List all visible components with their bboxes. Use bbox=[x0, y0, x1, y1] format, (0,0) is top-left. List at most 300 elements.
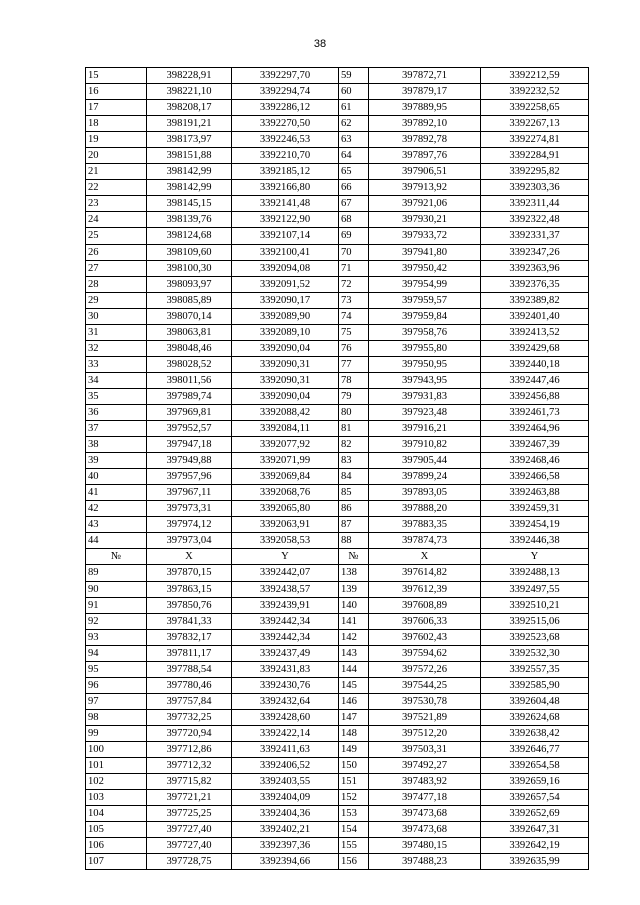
y-coordinate-cell: 3392286,12 bbox=[232, 100, 339, 116]
x-coordinate-cell: 397788,54 bbox=[147, 661, 232, 677]
point-number-cell: 92 bbox=[86, 613, 147, 629]
y-coordinate-cell: 3392466,58 bbox=[481, 469, 589, 485]
point-number-cell: 101 bbox=[86, 758, 147, 774]
point-number-cell: 147 bbox=[339, 709, 369, 725]
x-coordinate-cell: 398048,46 bbox=[147, 340, 232, 356]
y-coordinate-cell: 3392089,10 bbox=[232, 324, 339, 340]
x-coordinate-cell: 397811,17 bbox=[147, 645, 232, 661]
point-number-cell: 18 bbox=[86, 116, 147, 132]
point-number-cell: 82 bbox=[339, 437, 369, 453]
point-number-cell: 97 bbox=[86, 693, 147, 709]
y-coordinate-cell: 3392166,80 bbox=[232, 180, 339, 196]
point-number-cell: 152 bbox=[339, 790, 369, 806]
point-number-cell: 100 bbox=[86, 741, 147, 757]
point-number-cell: 22 bbox=[86, 180, 147, 196]
x-coordinate-cell: 397967,11 bbox=[147, 485, 232, 501]
table-row bbox=[86, 84, 589, 100]
table-row bbox=[86, 356, 589, 372]
x-coordinate-cell: 397594,62 bbox=[369, 645, 481, 661]
point-number-cell: 19 bbox=[86, 132, 147, 148]
point-number-cell: 60 bbox=[339, 84, 369, 100]
column-header: № bbox=[86, 549, 147, 565]
y-coordinate-cell: 3392438,57 bbox=[232, 581, 339, 597]
table-row bbox=[86, 838, 589, 854]
y-coordinate-cell: 3392210,70 bbox=[232, 148, 339, 164]
y-coordinate-cell: 3392523,68 bbox=[481, 629, 589, 645]
x-coordinate-cell: 397503,31 bbox=[369, 741, 481, 757]
point-number-cell: 155 bbox=[339, 838, 369, 854]
x-coordinate-cell: 397850,76 bbox=[147, 597, 232, 613]
x-coordinate-cell: 397950,95 bbox=[369, 356, 481, 372]
y-coordinate-cell: 3392446,38 bbox=[481, 533, 589, 549]
y-coordinate-cell: 3392437,49 bbox=[232, 645, 339, 661]
y-coordinate-cell: 3392397,36 bbox=[232, 838, 339, 854]
point-number-cell: 64 bbox=[339, 148, 369, 164]
point-number-cell: 98 bbox=[86, 709, 147, 725]
x-coordinate-cell: 397602,43 bbox=[369, 629, 481, 645]
column-header: № bbox=[339, 549, 369, 565]
y-coordinate-cell: 3392404,36 bbox=[232, 806, 339, 822]
page-number: 38 bbox=[313, 38, 327, 50]
y-coordinate-cell: 3392088,42 bbox=[232, 404, 339, 420]
point-number-cell: 30 bbox=[86, 308, 147, 324]
x-coordinate-cell: 397488,23 bbox=[369, 854, 481, 870]
point-number-cell: 31 bbox=[86, 324, 147, 340]
x-coordinate-cell: 397712,86 bbox=[147, 741, 232, 757]
point-number-cell: 41 bbox=[86, 485, 147, 501]
point-number-cell: 43 bbox=[86, 517, 147, 533]
x-coordinate-cell: 397950,42 bbox=[369, 260, 481, 276]
point-number-cell: 73 bbox=[339, 292, 369, 308]
table-row bbox=[86, 693, 589, 709]
x-coordinate-cell: 397952,57 bbox=[147, 421, 232, 437]
point-number-cell: 84 bbox=[339, 469, 369, 485]
y-coordinate-cell: 3392557,35 bbox=[481, 661, 589, 677]
table-row bbox=[86, 212, 589, 228]
table-row bbox=[86, 581, 589, 597]
x-coordinate-cell: 398139,76 bbox=[147, 212, 232, 228]
point-number-cell: 29 bbox=[86, 292, 147, 308]
x-coordinate-cell: 397614,82 bbox=[369, 565, 481, 581]
y-coordinate-cell: 3392141,48 bbox=[232, 196, 339, 212]
x-coordinate-cell: 397473,68 bbox=[369, 822, 481, 838]
y-coordinate-cell: 3392404,09 bbox=[232, 790, 339, 806]
y-coordinate-cell: 3392303,36 bbox=[481, 180, 589, 196]
coordinates-table bbox=[85, 67, 589, 870]
point-number-cell: 59 bbox=[339, 68, 369, 84]
table-row bbox=[86, 228, 589, 244]
table-row bbox=[86, 372, 589, 388]
y-coordinate-cell: 3392394,66 bbox=[232, 854, 339, 870]
table-row bbox=[86, 260, 589, 276]
point-number-cell: 79 bbox=[339, 388, 369, 404]
x-coordinate-cell: 397892,10 bbox=[369, 116, 481, 132]
y-coordinate-cell: 3392463,88 bbox=[481, 485, 589, 501]
x-coordinate-cell: 397957,96 bbox=[147, 469, 232, 485]
point-number-cell: 141 bbox=[339, 613, 369, 629]
point-number-cell: 150 bbox=[339, 758, 369, 774]
y-coordinate-cell: 3392454,19 bbox=[481, 517, 589, 533]
x-coordinate-cell: 397930,21 bbox=[369, 212, 481, 228]
y-coordinate-cell: 3392090,31 bbox=[232, 356, 339, 372]
point-number-cell: 106 bbox=[86, 838, 147, 854]
point-number-cell: 27 bbox=[86, 260, 147, 276]
x-coordinate-cell: 397483,92 bbox=[369, 774, 481, 790]
table-row bbox=[86, 453, 589, 469]
point-number-cell: 93 bbox=[86, 629, 147, 645]
point-number-cell: 90 bbox=[86, 581, 147, 597]
x-coordinate-cell: 397863,15 bbox=[147, 581, 232, 597]
y-coordinate-cell: 3392447,46 bbox=[481, 372, 589, 388]
column-header: X bbox=[147, 549, 232, 565]
y-coordinate-cell: 3392456,88 bbox=[481, 388, 589, 404]
point-number-cell: 103 bbox=[86, 790, 147, 806]
x-coordinate-cell: 397921,06 bbox=[369, 196, 481, 212]
y-coordinate-cell: 3392090,17 bbox=[232, 292, 339, 308]
y-coordinate-cell: 3392638,42 bbox=[481, 725, 589, 741]
x-coordinate-cell: 398151,88 bbox=[147, 148, 232, 164]
x-coordinate-cell: 397883,35 bbox=[369, 517, 481, 533]
x-coordinate-cell: 397725,25 bbox=[147, 806, 232, 822]
table-row bbox=[86, 308, 589, 324]
point-number-cell: 20 bbox=[86, 148, 147, 164]
y-coordinate-cell: 3392185,12 bbox=[232, 164, 339, 180]
point-number-cell: 33 bbox=[86, 356, 147, 372]
point-number-cell: 71 bbox=[339, 260, 369, 276]
x-coordinate-cell: 397941,80 bbox=[369, 244, 481, 260]
y-coordinate-cell: 3392442,07 bbox=[232, 565, 339, 581]
point-number-cell: 89 bbox=[86, 565, 147, 581]
x-coordinate-cell: 397943,95 bbox=[369, 372, 481, 388]
y-coordinate-cell: 3392497,55 bbox=[481, 581, 589, 597]
y-coordinate-cell: 3392429,68 bbox=[481, 340, 589, 356]
y-coordinate-cell: 3392212,59 bbox=[481, 68, 589, 84]
point-number-cell: 68 bbox=[339, 212, 369, 228]
table-row bbox=[86, 661, 589, 677]
point-number-cell: 75 bbox=[339, 324, 369, 340]
x-coordinate-cell: 397832,17 bbox=[147, 629, 232, 645]
table-row bbox=[86, 469, 589, 485]
x-coordinate-cell: 397874,73 bbox=[369, 533, 481, 549]
x-coordinate-cell: 397727,40 bbox=[147, 822, 232, 838]
x-coordinate-cell: 397879,17 bbox=[369, 84, 481, 100]
point-number-cell: 80 bbox=[339, 404, 369, 420]
y-coordinate-cell: 3392284,91 bbox=[481, 148, 589, 164]
y-coordinate-cell: 3392094,08 bbox=[232, 260, 339, 276]
y-coordinate-cell: 3392294,74 bbox=[232, 84, 339, 100]
y-coordinate-cell: 3392467,39 bbox=[481, 437, 589, 453]
x-coordinate-cell: 397606,33 bbox=[369, 613, 481, 629]
table-row bbox=[86, 677, 589, 693]
x-coordinate-cell: 397728,75 bbox=[147, 854, 232, 870]
header-row bbox=[86, 549, 589, 565]
table-row bbox=[86, 533, 589, 549]
x-coordinate-cell: 397530,78 bbox=[369, 693, 481, 709]
x-coordinate-cell: 397544,25 bbox=[369, 677, 481, 693]
x-coordinate-cell: 397905,44 bbox=[369, 453, 481, 469]
x-coordinate-cell: 398145,15 bbox=[147, 196, 232, 212]
point-number-cell: 146 bbox=[339, 693, 369, 709]
x-coordinate-cell: 397841,33 bbox=[147, 613, 232, 629]
x-coordinate-cell: 397899,24 bbox=[369, 469, 481, 485]
table-row bbox=[86, 404, 589, 420]
point-number-cell: 74 bbox=[339, 308, 369, 324]
x-coordinate-cell: 398011,56 bbox=[147, 372, 232, 388]
y-coordinate-cell: 3392657,54 bbox=[481, 790, 589, 806]
y-coordinate-cell: 3392461,73 bbox=[481, 404, 589, 420]
x-coordinate-cell: 398221,10 bbox=[147, 84, 232, 100]
y-coordinate-cell: 3392107,14 bbox=[232, 228, 339, 244]
x-coordinate-cell: 397889,95 bbox=[369, 100, 481, 116]
x-coordinate-cell: 397916,21 bbox=[369, 421, 481, 437]
y-coordinate-cell: 3392439,91 bbox=[232, 597, 339, 613]
y-coordinate-cell: 3392406,52 bbox=[232, 758, 339, 774]
table-row bbox=[86, 501, 589, 517]
table-row bbox=[86, 340, 589, 356]
y-coordinate-cell: 3392459,31 bbox=[481, 501, 589, 517]
x-coordinate-cell: 398028,52 bbox=[147, 356, 232, 372]
y-coordinate-cell: 3392401,40 bbox=[481, 308, 589, 324]
y-coordinate-cell: 3392652,69 bbox=[481, 806, 589, 822]
table-row bbox=[86, 324, 589, 340]
y-coordinate-cell: 3392642,19 bbox=[481, 838, 589, 854]
y-coordinate-cell: 3392063,91 bbox=[232, 517, 339, 533]
x-coordinate-cell: 397572,26 bbox=[369, 661, 481, 677]
point-number-cell: 66 bbox=[339, 180, 369, 196]
table-row bbox=[86, 709, 589, 725]
y-coordinate-cell: 3392100,41 bbox=[232, 244, 339, 260]
point-number-cell: 145 bbox=[339, 677, 369, 693]
point-number-cell: 67 bbox=[339, 196, 369, 212]
table-row bbox=[86, 116, 589, 132]
point-number-cell: 83 bbox=[339, 453, 369, 469]
point-number-cell: 105 bbox=[86, 822, 147, 838]
table-row bbox=[86, 485, 589, 501]
y-coordinate-cell: 3392091,52 bbox=[232, 276, 339, 292]
table-row bbox=[86, 790, 589, 806]
x-coordinate-cell: 397492,27 bbox=[369, 758, 481, 774]
y-coordinate-cell: 3392515,06 bbox=[481, 613, 589, 629]
x-coordinate-cell: 397612,39 bbox=[369, 581, 481, 597]
point-number-cell: 76 bbox=[339, 340, 369, 356]
x-coordinate-cell: 398063,81 bbox=[147, 324, 232, 340]
y-coordinate-cell: 3392654,58 bbox=[481, 758, 589, 774]
table-row bbox=[86, 132, 589, 148]
y-coordinate-cell: 3392464,96 bbox=[481, 421, 589, 437]
y-coordinate-cell: 3392311,44 bbox=[481, 196, 589, 212]
y-coordinate-cell: 3392347,26 bbox=[481, 244, 589, 260]
point-number-cell: 140 bbox=[339, 597, 369, 613]
y-coordinate-cell: 3392363,96 bbox=[481, 260, 589, 276]
x-coordinate-cell: 398191,21 bbox=[147, 116, 232, 132]
x-coordinate-cell: 397906,51 bbox=[369, 164, 481, 180]
point-number-cell: 102 bbox=[86, 774, 147, 790]
table-row bbox=[86, 565, 589, 581]
table-row bbox=[86, 822, 589, 838]
x-coordinate-cell: 397931,83 bbox=[369, 388, 481, 404]
point-number-cell: 85 bbox=[339, 485, 369, 501]
point-number-cell: 88 bbox=[339, 533, 369, 549]
table-row bbox=[86, 196, 589, 212]
x-coordinate-cell: 397872,71 bbox=[369, 68, 481, 84]
point-number-cell: 39 bbox=[86, 453, 147, 469]
y-coordinate-cell: 3392624,68 bbox=[481, 709, 589, 725]
y-coordinate-cell: 3392430,76 bbox=[232, 677, 339, 693]
x-coordinate-cell: 397870,15 bbox=[147, 565, 232, 581]
point-number-cell: 154 bbox=[339, 822, 369, 838]
x-coordinate-cell: 398228,91 bbox=[147, 68, 232, 84]
point-number-cell: 25 bbox=[86, 228, 147, 244]
table-row bbox=[86, 774, 589, 790]
x-coordinate-cell: 397973,04 bbox=[147, 533, 232, 549]
point-number-cell: 40 bbox=[86, 469, 147, 485]
y-coordinate-cell: 3392647,31 bbox=[481, 822, 589, 838]
point-number-cell: 62 bbox=[339, 116, 369, 132]
x-coordinate-cell: 397757,84 bbox=[147, 693, 232, 709]
x-coordinate-cell: 398070,14 bbox=[147, 308, 232, 324]
point-number-cell: 77 bbox=[339, 356, 369, 372]
x-coordinate-cell: 397727,40 bbox=[147, 838, 232, 854]
table-row bbox=[86, 292, 589, 308]
x-coordinate-cell: 397888,20 bbox=[369, 501, 481, 517]
point-number-cell: 23 bbox=[86, 196, 147, 212]
point-number-cell: 94 bbox=[86, 645, 147, 661]
x-coordinate-cell: 397720,94 bbox=[147, 725, 232, 741]
point-number-cell: 144 bbox=[339, 661, 369, 677]
y-coordinate-cell: 3392090,04 bbox=[232, 340, 339, 356]
point-number-cell: 36 bbox=[86, 404, 147, 420]
point-number-cell: 24 bbox=[86, 212, 147, 228]
x-coordinate-cell: 397955,80 bbox=[369, 340, 481, 356]
y-coordinate-cell: 3392246,53 bbox=[232, 132, 339, 148]
y-coordinate-cell: 3392403,55 bbox=[232, 774, 339, 790]
x-coordinate-cell: 397949,88 bbox=[147, 453, 232, 469]
table-row bbox=[86, 629, 589, 645]
x-coordinate-cell: 397947,18 bbox=[147, 437, 232, 453]
table-row bbox=[86, 806, 589, 822]
x-coordinate-cell: 397893,05 bbox=[369, 485, 481, 501]
y-coordinate-cell: 3392077,92 bbox=[232, 437, 339, 453]
x-coordinate-cell: 397973,31 bbox=[147, 501, 232, 517]
y-coordinate-cell: 3392270,50 bbox=[232, 116, 339, 132]
y-coordinate-cell: 3392431,83 bbox=[232, 661, 339, 677]
y-coordinate-cell: 3392442,34 bbox=[232, 613, 339, 629]
x-coordinate-cell: 397989,74 bbox=[147, 388, 232, 404]
table-row bbox=[86, 597, 589, 613]
y-coordinate-cell: 3392297,70 bbox=[232, 68, 339, 84]
point-number-cell: 35 bbox=[86, 388, 147, 404]
point-number-cell: 21 bbox=[86, 164, 147, 180]
y-coordinate-cell: 3392659,16 bbox=[481, 774, 589, 790]
point-number-cell: 63 bbox=[339, 132, 369, 148]
point-number-cell: 17 bbox=[86, 100, 147, 116]
x-coordinate-cell: 397721,21 bbox=[147, 790, 232, 806]
y-coordinate-cell: 3392422,14 bbox=[232, 725, 339, 741]
table-row bbox=[86, 758, 589, 774]
x-coordinate-cell: 397913,92 bbox=[369, 180, 481, 196]
x-coordinate-cell: 397974,12 bbox=[147, 517, 232, 533]
y-coordinate-cell: 3392646,77 bbox=[481, 741, 589, 757]
y-coordinate-cell: 3392089,90 bbox=[232, 308, 339, 324]
table-row bbox=[86, 388, 589, 404]
point-number-cell: 81 bbox=[339, 421, 369, 437]
y-coordinate-cell: 3392376,35 bbox=[481, 276, 589, 292]
y-coordinate-cell: 3392604,48 bbox=[481, 693, 589, 709]
point-number-cell: 96 bbox=[86, 677, 147, 693]
point-number-cell: 148 bbox=[339, 725, 369, 741]
y-coordinate-cell: 3392322,48 bbox=[481, 212, 589, 228]
x-coordinate-cell: 397512,20 bbox=[369, 725, 481, 741]
x-coordinate-cell: 398142,99 bbox=[147, 164, 232, 180]
y-coordinate-cell: 3392090,04 bbox=[232, 388, 339, 404]
y-coordinate-cell: 3392295,82 bbox=[481, 164, 589, 180]
table-row bbox=[86, 854, 589, 870]
point-number-cell: 99 bbox=[86, 725, 147, 741]
y-coordinate-cell: 3392440,18 bbox=[481, 356, 589, 372]
point-number-cell: 86 bbox=[339, 501, 369, 517]
point-number-cell: 38 bbox=[86, 437, 147, 453]
table-row bbox=[86, 244, 589, 260]
y-coordinate-cell: 3392389,82 bbox=[481, 292, 589, 308]
y-coordinate-cell: 3392068,76 bbox=[232, 485, 339, 501]
y-coordinate-cell: 3392274,81 bbox=[481, 132, 589, 148]
table-row bbox=[86, 725, 589, 741]
point-number-cell: 16 bbox=[86, 84, 147, 100]
y-coordinate-cell: 3392442,34 bbox=[232, 629, 339, 645]
table-row bbox=[86, 421, 589, 437]
y-coordinate-cell: 3392090,31 bbox=[232, 372, 339, 388]
point-number-cell: 72 bbox=[339, 276, 369, 292]
table-row bbox=[86, 68, 589, 84]
x-coordinate-cell: 398109,60 bbox=[147, 244, 232, 260]
x-coordinate-cell: 397477,18 bbox=[369, 790, 481, 806]
x-coordinate-cell: 398173,97 bbox=[147, 132, 232, 148]
point-number-cell: 149 bbox=[339, 741, 369, 757]
x-coordinate-cell: 397608,89 bbox=[369, 597, 481, 613]
y-coordinate-cell: 3392411,63 bbox=[232, 741, 339, 757]
x-coordinate-cell: 397480,15 bbox=[369, 838, 481, 854]
table-row bbox=[86, 741, 589, 757]
y-coordinate-cell: 3392058,53 bbox=[232, 533, 339, 549]
point-number-cell: 91 bbox=[86, 597, 147, 613]
y-coordinate-cell: 3392510,21 bbox=[481, 597, 589, 613]
point-number-cell: 156 bbox=[339, 854, 369, 870]
point-number-cell: 44 bbox=[86, 533, 147, 549]
y-coordinate-cell: 3392071,99 bbox=[232, 453, 339, 469]
y-coordinate-cell: 3392468,46 bbox=[481, 453, 589, 469]
y-coordinate-cell: 3392084,11 bbox=[232, 421, 339, 437]
point-number-cell: 151 bbox=[339, 774, 369, 790]
x-coordinate-cell: 397712,32 bbox=[147, 758, 232, 774]
point-number-cell: 34 bbox=[86, 372, 147, 388]
column-header: Y bbox=[481, 549, 589, 565]
point-number-cell: 61 bbox=[339, 100, 369, 116]
y-coordinate-cell: 3392488,13 bbox=[481, 565, 589, 581]
point-number-cell: 32 bbox=[86, 340, 147, 356]
table-row bbox=[86, 276, 589, 292]
x-coordinate-cell: 397933,72 bbox=[369, 228, 481, 244]
x-coordinate-cell: 397959,84 bbox=[369, 308, 481, 324]
x-coordinate-cell: 397958,76 bbox=[369, 324, 481, 340]
y-coordinate-cell: 3392331,37 bbox=[481, 228, 589, 244]
column-header: Y bbox=[232, 549, 339, 565]
table-row bbox=[86, 645, 589, 661]
point-number-cell: 69 bbox=[339, 228, 369, 244]
point-number-cell: 104 bbox=[86, 806, 147, 822]
point-number-cell: 142 bbox=[339, 629, 369, 645]
x-coordinate-cell: 397897,76 bbox=[369, 148, 481, 164]
point-number-cell: 87 bbox=[339, 517, 369, 533]
